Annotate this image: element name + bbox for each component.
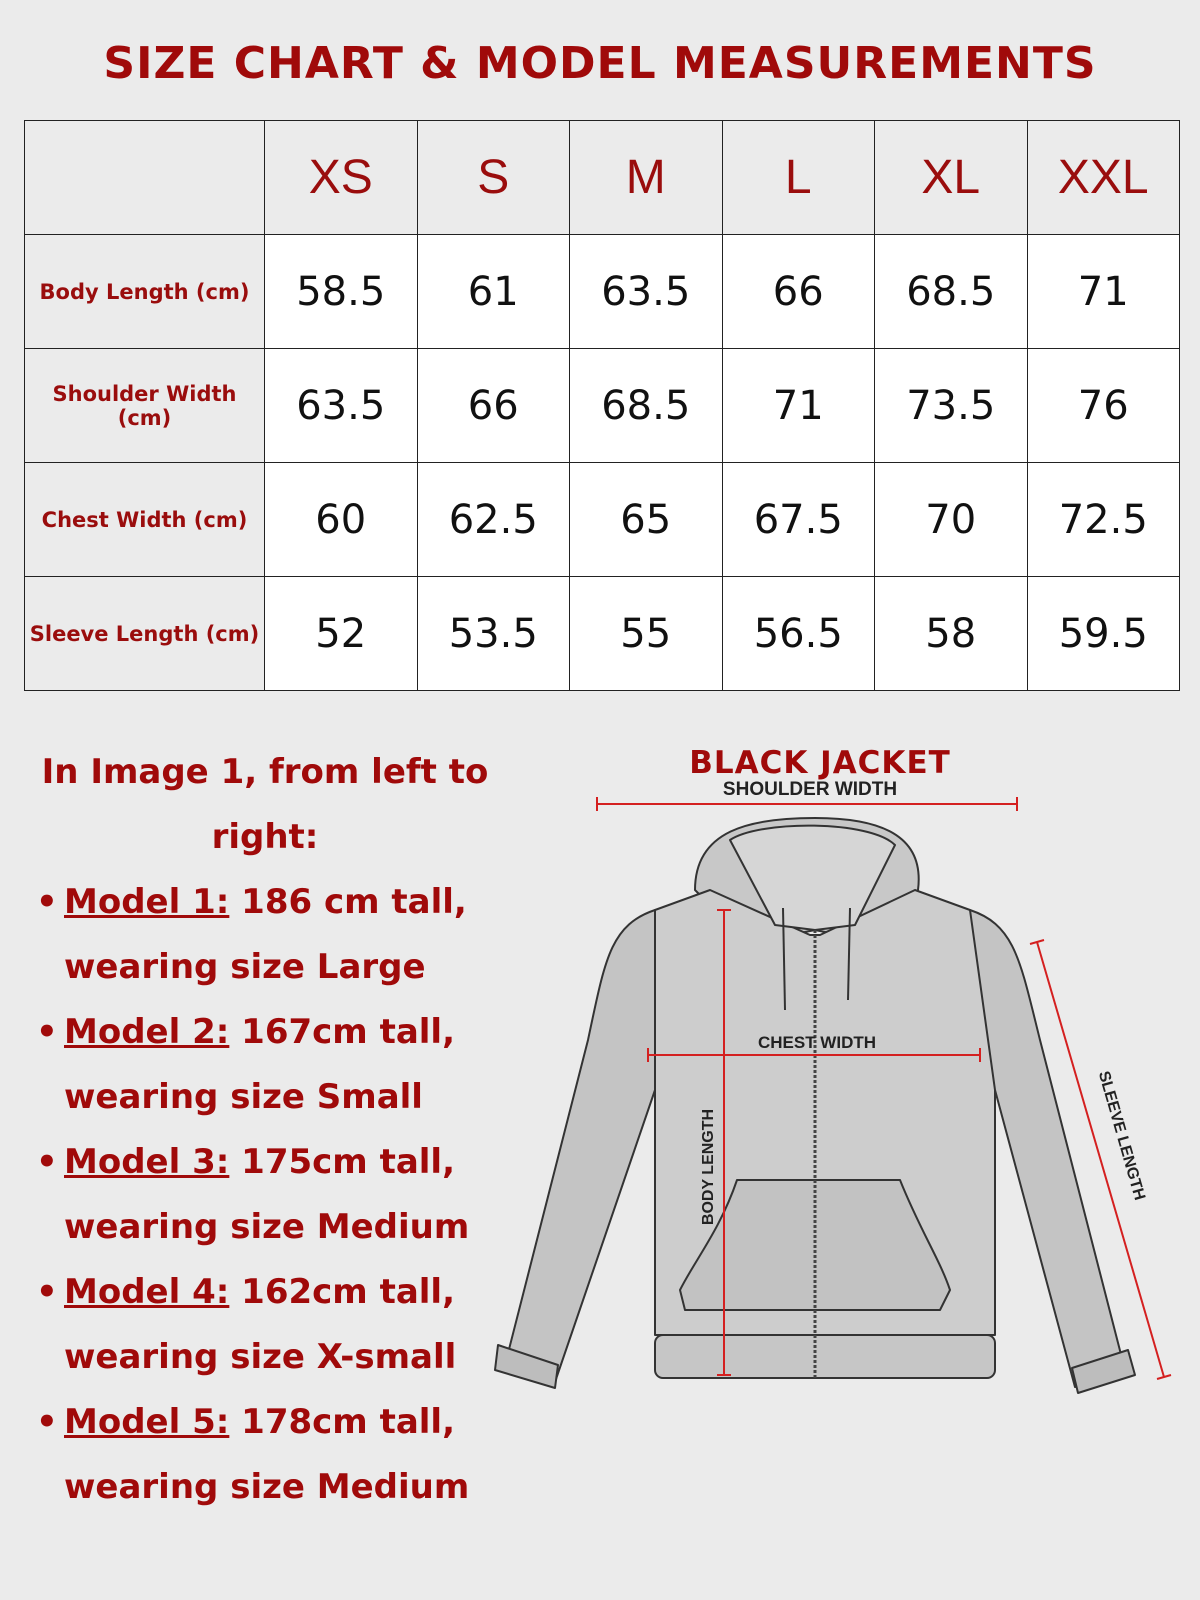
sleeve-length-label: SLEEVE LENGTH: [1094, 1069, 1148, 1203]
table-cell: 66: [722, 235, 875, 349]
model-size: wearing size Medium: [64, 1467, 470, 1507]
model-name: Model 3:: [64, 1142, 230, 1182]
table-row: [25, 349, 1180, 463]
bullet-icon: •: [36, 1272, 58, 1312]
bullet-icon: •: [36, 1402, 58, 1442]
bullet-icon: •: [36, 882, 58, 922]
model-height: 167cm tall,: [229, 1012, 455, 1052]
model-name: Model 1:: [64, 882, 230, 922]
table-row: [25, 577, 1180, 691]
table-row: [25, 235, 1180, 349]
table-cell: 68.5: [875, 235, 1028, 349]
row-label: Sleeve Length (cm): [25, 577, 265, 691]
model-height: 186 cm tall,: [229, 882, 467, 922]
bullet-icon: •: [36, 1012, 58, 1052]
hem-band: [655, 1335, 995, 1378]
row-label: Chest Width (cm): [25, 463, 265, 577]
table-cell: 52: [265, 577, 418, 691]
model-item: [20, 1260, 540, 1390]
table-cell: 62.5: [417, 463, 570, 577]
models-intro: In Image 1, from left to right:: [41, 752, 489, 857]
size-header: XXL: [1027, 121, 1180, 235]
model-name: Model 5:: [64, 1402, 230, 1442]
size-header: XL: [875, 121, 1028, 235]
table-cell: 56.5: [722, 577, 875, 691]
table-cell: 61: [417, 235, 570, 349]
size-header: L: [722, 121, 875, 235]
body-length-label: BODY LENGTH: [700, 1108, 717, 1226]
table-cell: 72.5: [1027, 463, 1180, 577]
table-cell: 58: [875, 577, 1028, 691]
chest-width-label: CHEST WIDTH: [757, 1033, 877, 1052]
table-cell: 58.5: [265, 235, 418, 349]
corner-cell: [25, 121, 265, 235]
table-cell: 71: [722, 349, 875, 463]
model-size: wearing size Small: [64, 1077, 423, 1117]
row-label: Shoulder Width (cm): [25, 349, 265, 463]
model-height: 178cm tall,: [229, 1402, 455, 1442]
table-cell: 71: [1027, 235, 1180, 349]
size-header: XS: [265, 121, 418, 235]
table-cell: 66: [417, 349, 570, 463]
table-cell: 76: [1027, 349, 1180, 463]
model-item: [20, 1000, 540, 1130]
model-height: 162cm tall,: [229, 1272, 455, 1312]
jacket-title: BLACK JACKET: [689, 745, 951, 781]
model-name: Model 4:: [64, 1272, 230, 1312]
shoulder-width-label: SHOULDER WIDTH: [722, 779, 898, 800]
size-header: M: [570, 121, 723, 235]
table-cell: 68.5: [570, 349, 723, 463]
size-header-row: [25, 121, 1180, 235]
page-title: SIZE CHART & MODEL MEASUREMENTS: [103, 38, 1097, 89]
table-cell: 55: [570, 577, 723, 691]
size-chart-table: [24, 120, 1180, 691]
model-height: 175cm tall,: [229, 1142, 455, 1182]
size-header: S: [417, 121, 570, 235]
model-item: [20, 1390, 540, 1520]
jacket-diagram: [500, 779, 1200, 1430]
model-measurements: [20, 740, 540, 1520]
model-size: wearing size Large: [64, 947, 426, 987]
row-label: Body Length (cm): [25, 235, 265, 349]
model-item: [20, 1130, 540, 1260]
table-cell: 59.5: [1027, 577, 1180, 691]
model-item: [20, 870, 540, 1000]
table-row: [25, 463, 1180, 577]
table-cell: 63.5: [570, 235, 723, 349]
table-cell: 60: [265, 463, 418, 577]
table-cell: 67.5: [722, 463, 875, 577]
jacket-illustration: [495, 818, 1135, 1393]
model-size: wearing size X-small: [64, 1337, 457, 1377]
model-name: Model 2:: [64, 1012, 230, 1052]
table-cell: 65: [570, 463, 723, 577]
table-cell: 70: [875, 463, 1028, 577]
table-cell: 63.5: [265, 349, 418, 463]
bullet-icon: •: [36, 1142, 58, 1182]
model-size: wearing size Medium: [64, 1207, 470, 1247]
table-cell: 73.5: [875, 349, 1028, 463]
table-cell: 53.5: [417, 577, 570, 691]
left-sleeve: [505, 910, 655, 1382]
